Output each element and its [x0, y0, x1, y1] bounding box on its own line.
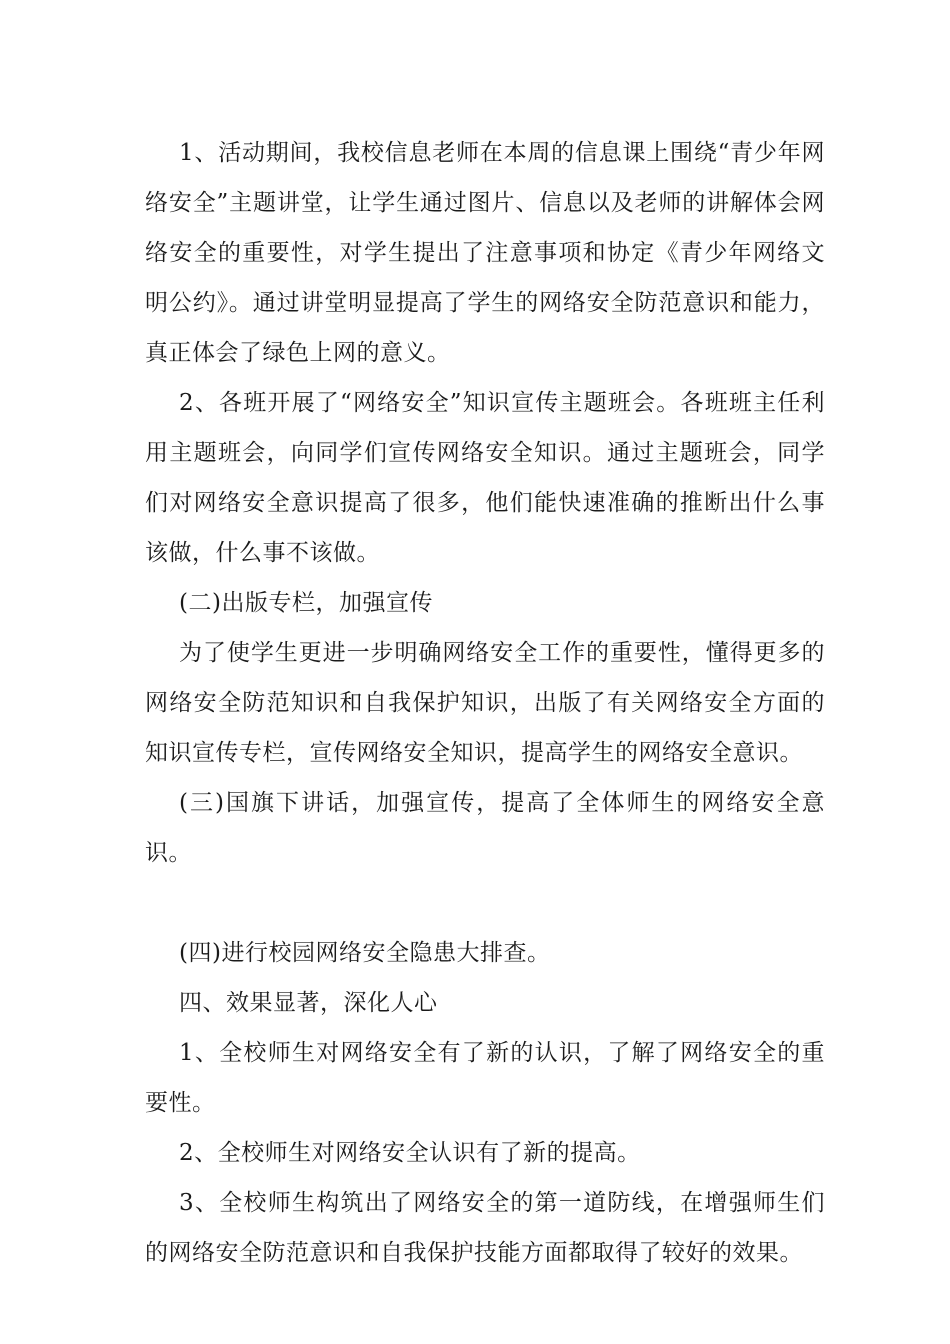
paragraph-spacer	[145, 878, 825, 928]
paragraph-result-2: 2、全校师生对网络安全认识有了新的提高。	[179, 1140, 641, 1166]
paragraph-result-3: 3、全校师生构筑出了网络安全的第一道防线，在增强师生们的网络安全防范意识和自我保护技能方面都取得了较好的效果。	[145, 1190, 825, 1266]
section-heading-flag-speech: (三)国旗下讲话，加强宣传，提高了全体师生的网络安全意识。	[145, 790, 825, 866]
section-heading-results: 四、效果显著，深化人心	[179, 990, 438, 1016]
document-body	[145, 128, 825, 1278]
section-heading-inspection: (四)进行校园网络安全隐患大排查。	[179, 940, 551, 966]
paragraph-class-meeting: 2、各班开展了“网络安全”知识宣传主题班会。各班班主任利用主题班会，向同学们宣传网络安全知识。通过主题班会，同学们对网络安全意识提高了很多，他们能快速准确的推断出什么事该做，什么事不该做。	[145, 390, 825, 566]
paragraph-result-1: 1、全校师生对网络安全有了新的认识，了解了网络安全的重要性。	[145, 1040, 825, 1116]
section-heading-column: (二)出版专栏，加强宣传	[179, 590, 433, 616]
paragraph-column: 为了使学生更进一步明确网络安全工作的重要性，懂得更多的网络安全防范知识和自我保护知识，出版了有关网络安全方面的知识宣传专栏，宣传网络安全知识，提高学生的网络安全意识。	[145, 640, 825, 766]
paragraph-activity-class: 1、活动期间，我校信息老师在本周的信息课上围绕“青少年网络安全”主题讲堂，让学生通过图片、信息以及老师的讲解体会网络安全的重要性，对学生提出了注意事项和协定《青少年网络文明公约》。通过讲堂明显提高了学生的网络安全防范意识和能力，真正体会了绿色上网的意义。	[145, 140, 825, 366]
